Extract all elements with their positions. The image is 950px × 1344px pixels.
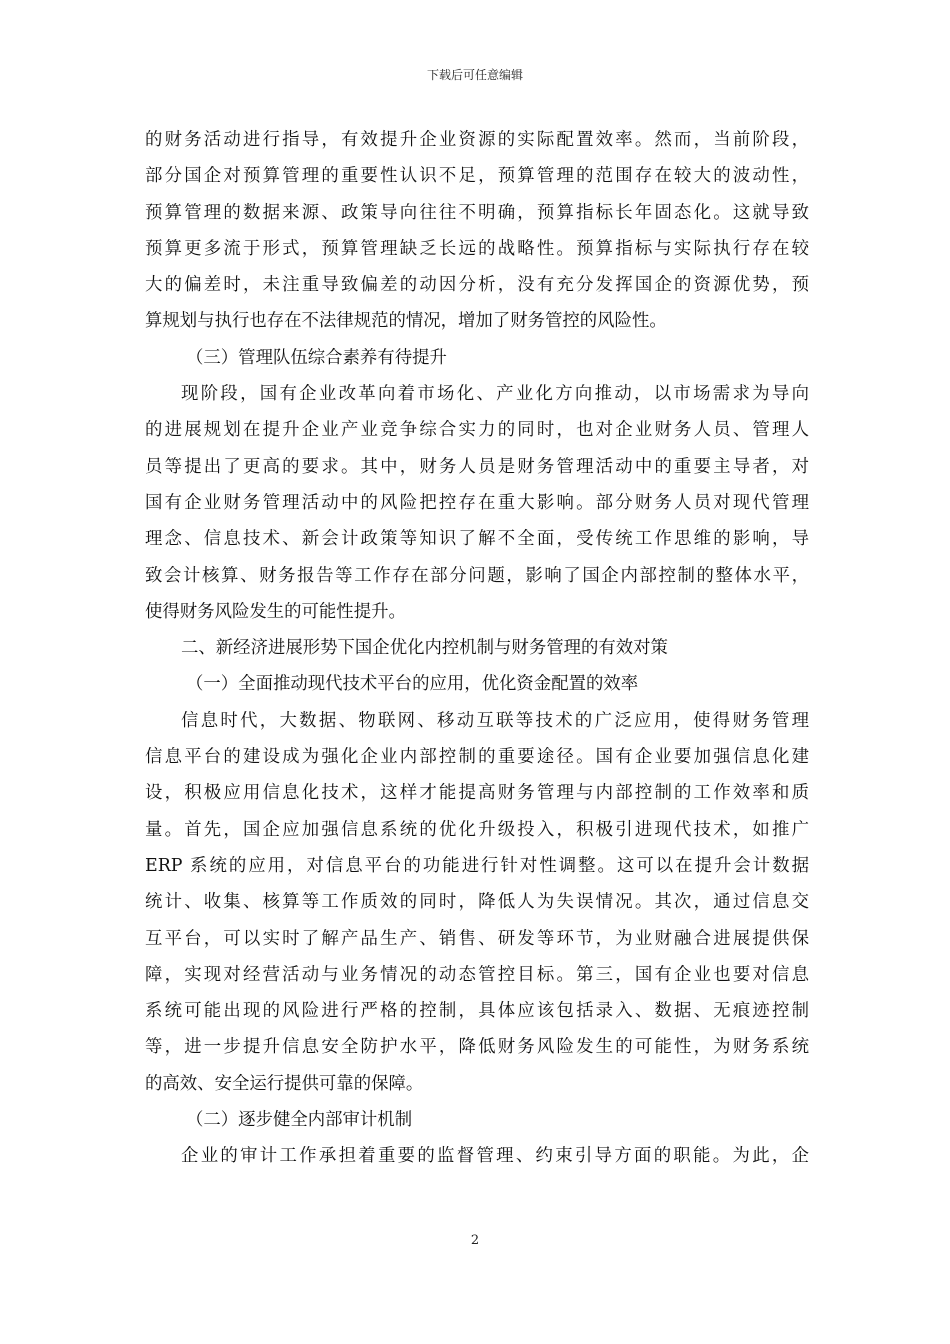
body-line: 企业的审计工作承担着重要的监督管理、约束引导方面的职能。为此，企 bbox=[181, 1146, 809, 1167]
body-line: 算规划与执行也存在不法律规范的情况，增加了财务管控的风险性。 bbox=[145, 311, 667, 332]
body-line: 国有企业财务管理活动中的风险把控存在重大影响。部分财务人员对现代管理 bbox=[145, 492, 809, 513]
body-line: 统计、收集、核算等工作质效的同时，降低人为失误情况。其次，通过信息交 bbox=[145, 892, 809, 913]
body-line: 现阶段，国有企业改革向着市场化、产业化方向推动，以市场需求为导向 bbox=[181, 384, 809, 405]
body-line: 预算更多流于形式，预算管理缺乏长远的战略性。预算指标与实际执行存在较 bbox=[145, 238, 809, 259]
body-line: 信息平台的建设成为强化企业内部控制的重要途径。国有企业要加强信息化建 bbox=[145, 747, 809, 768]
section-heading: （二）逐步健全内部审计机制 bbox=[186, 1110, 413, 1131]
body-line: 的财务活动进行指导，有效提升企业资源的实际配置效率。然而，当前阶段， bbox=[145, 130, 809, 150]
body-line: 大的偏差时，未注重导致偏差的动因分析，没有充分发挥国企的资源优势，预 bbox=[145, 275, 809, 296]
body-line: 等，进一步提升信息安全防护水平，降低财务风险发生的可能性，为财务系统 bbox=[145, 1037, 809, 1058]
section-heading: 二、新经济进展形势下国企优化内控机制与财务管理的有效对策 bbox=[181, 638, 668, 659]
body-line: ERP 系统的应用，对信息平台的功能进行针对性调整。这可以在提升会计数据 bbox=[145, 855, 809, 876]
body-line: 预算管理的数据来源、政策导向往往不明确，预算指标长年固态化。这就导致 bbox=[145, 202, 809, 223]
body-line: 部分国企对预算管理的重要性认识不足，预算管理的范围存在较大的波动性， bbox=[145, 166, 809, 187]
section-heading: （一）全面推动现代技术平台的应用，优化资金配置的效率 bbox=[186, 674, 639, 695]
body-line: 信息时代，大数据、物联网、移动互联等技术的广泛应用，使得财务管理 bbox=[181, 710, 809, 731]
body-line: 致会计核算、财务报告等工作存在部分问题，影响了国企内部控制的整体水平， bbox=[145, 565, 809, 586]
body-line: 设，积极应用信息化技术，这样才能提高财务管理与内部控制的工作效率和质 bbox=[145, 783, 809, 804]
page-number: 2 bbox=[470, 1233, 480, 1248]
body-line: 的高效、安全运行提供可靠的保障。 bbox=[145, 1073, 424, 1094]
body-line: 使得财务风险发生的可能性提升。 bbox=[145, 601, 406, 622]
document-body bbox=[145, 122, 809, 1175]
body-line: 员等提出了更高的要求。其中，财务人员是财务管理活动中的重要主导者，对 bbox=[145, 456, 809, 477]
section-heading: （三）管理队伍综合素养有待提升 bbox=[186, 347, 447, 368]
body-line: 障，实现对经营活动与业务情况的动态管控目标。第三，国有企业也要对信息 bbox=[145, 964, 809, 985]
body-line: 的进展规划在提升企业产业竞争综合实力的同时，也对企业财务人员、管理人 bbox=[145, 420, 809, 441]
body-line: 系统可能出现的风险进行严格的控制，具体应该包括录入、数据、无痕迹控制 bbox=[145, 1001, 809, 1022]
page-header: 下载后可任意编辑 bbox=[426, 68, 523, 82]
body-line: 互平台，可以实时了解产品生产、销售、研发等环节，为业财融合进展提供保 bbox=[145, 928, 809, 949]
body-line: 理念、信息技术、新会计政策等知识了解不全面，受传统工作思维的影响，导 bbox=[145, 529, 809, 550]
body-line: 量。首先，国企应加强信息系统的优化升级投入，积极引进现代技术，如推广 bbox=[145, 819, 809, 840]
